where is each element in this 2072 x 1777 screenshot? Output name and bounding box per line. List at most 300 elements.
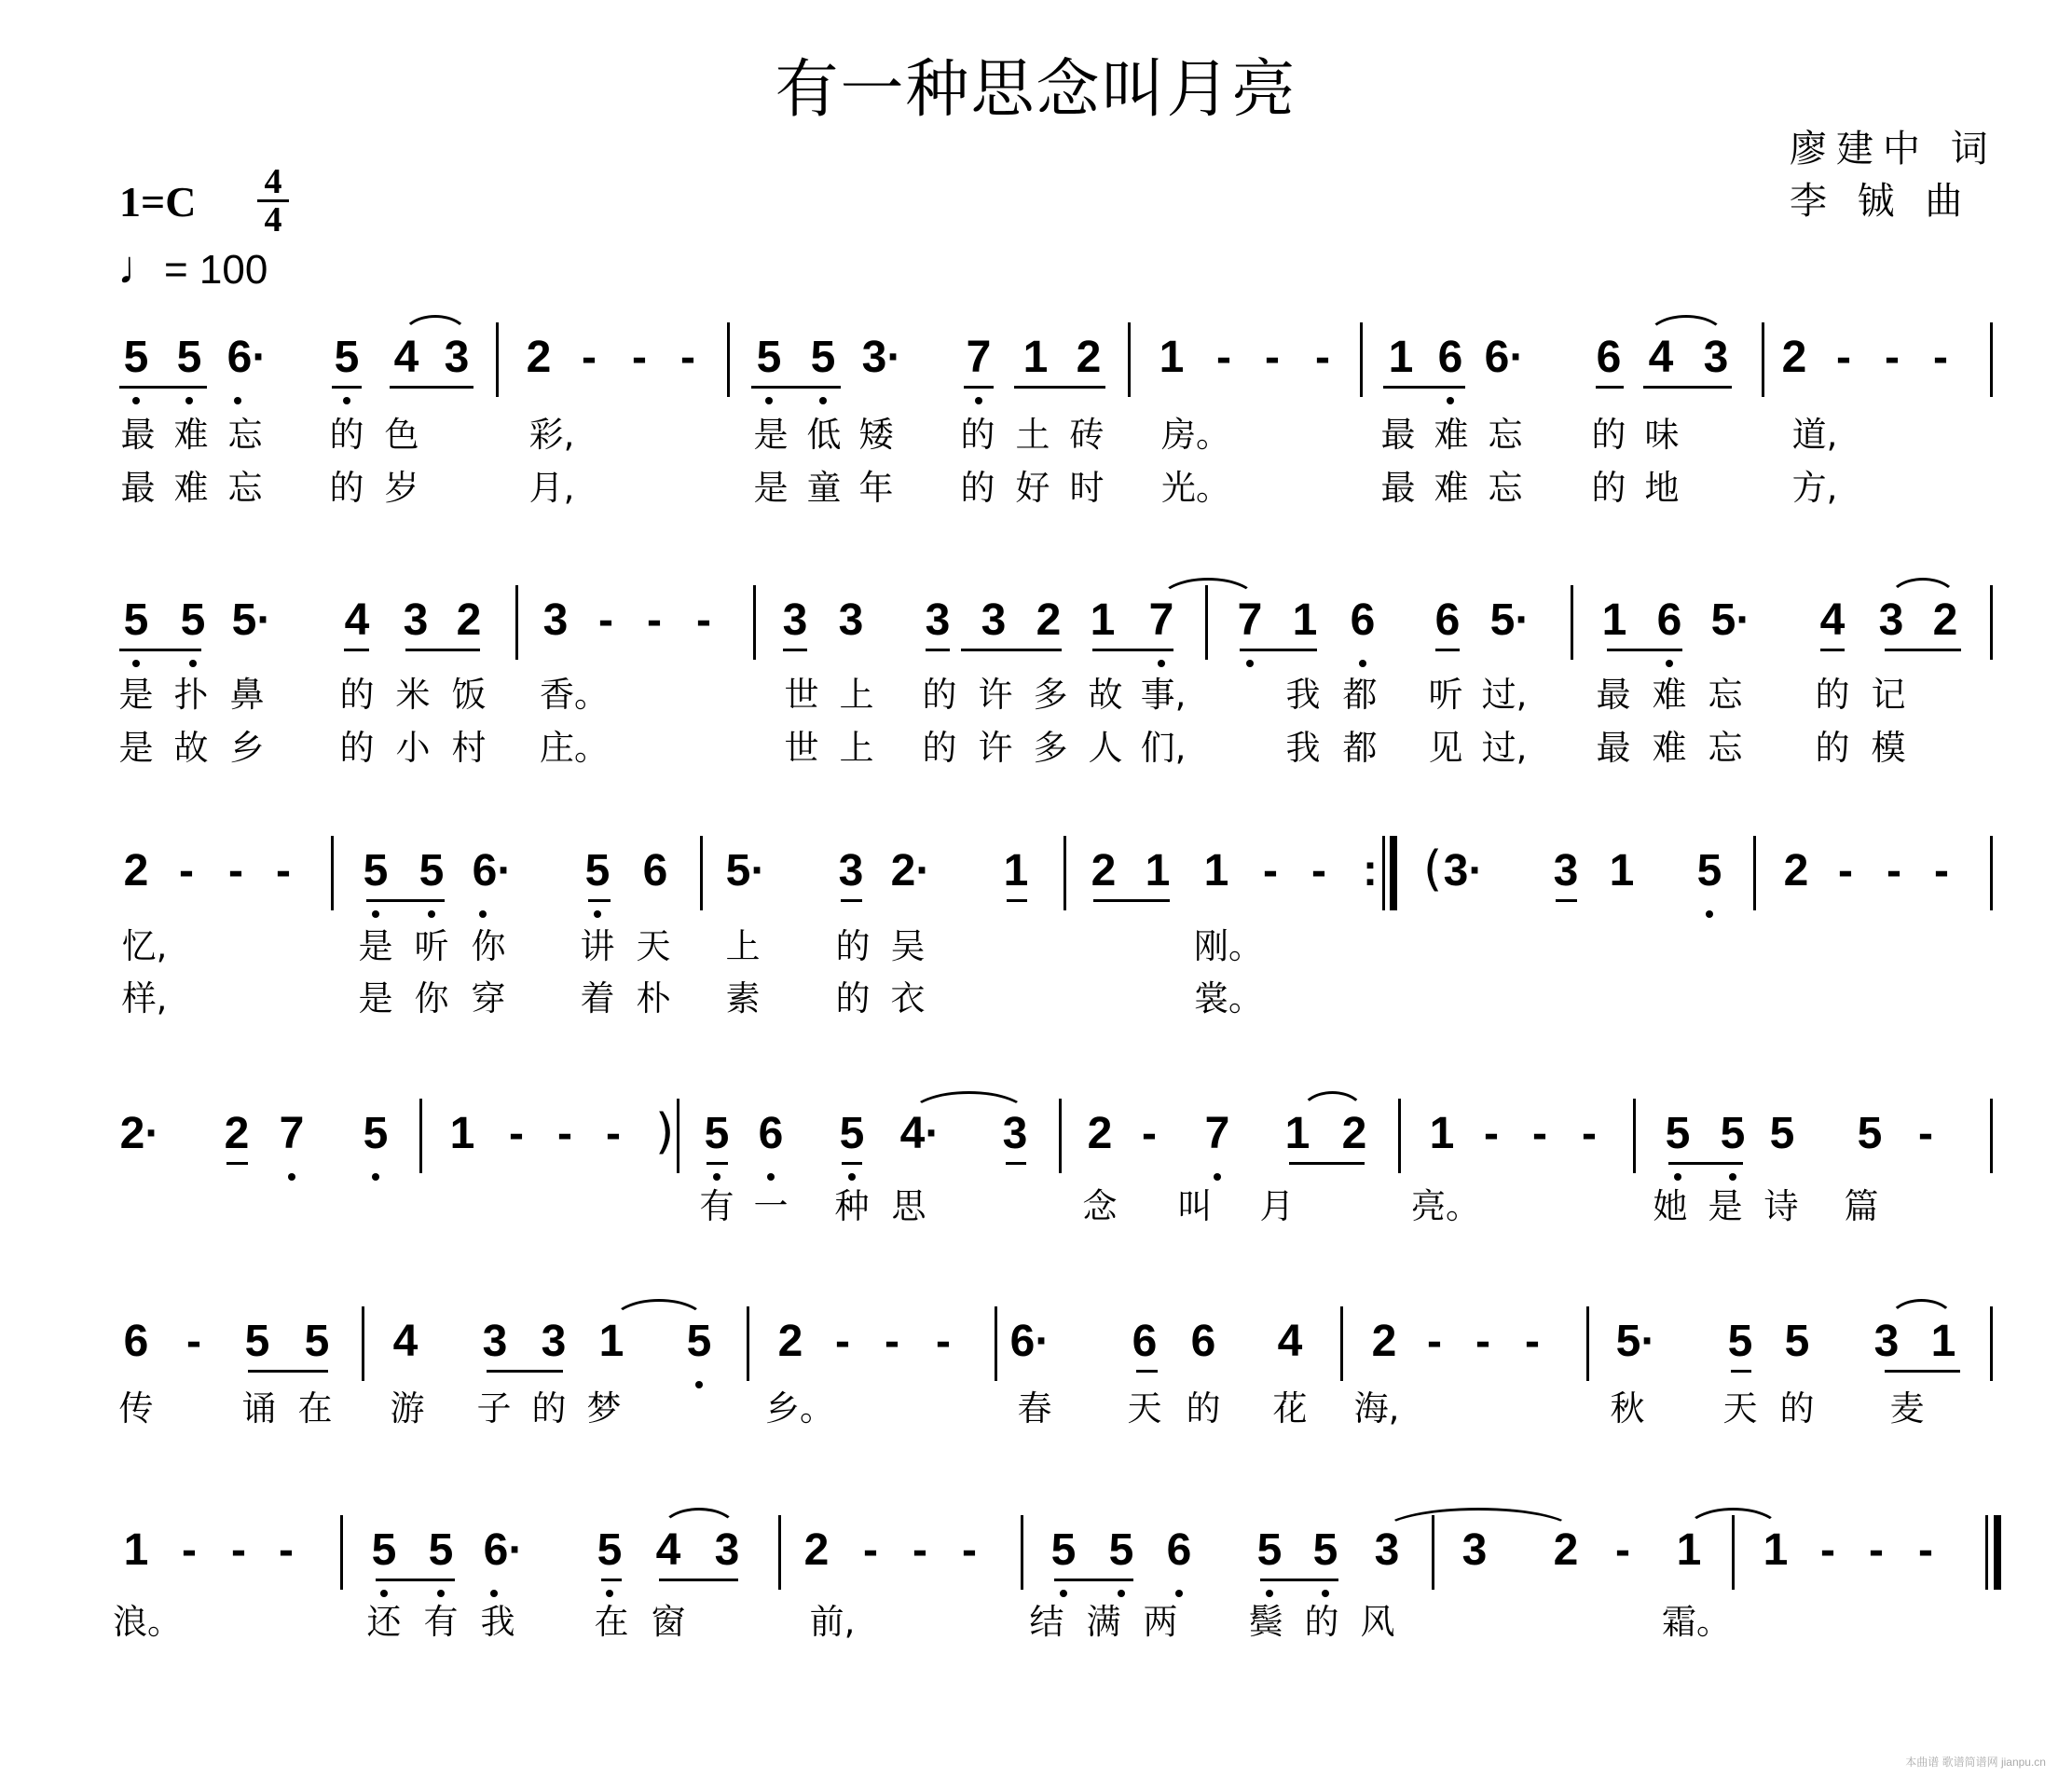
sustain-dash: - xyxy=(1820,1525,1835,1575)
note: 3 xyxy=(838,595,864,645)
lyric-verse-1: 思 xyxy=(891,1186,926,1226)
low-octave-dot xyxy=(189,660,197,667)
note: 2 xyxy=(456,595,482,645)
lyric-verse-2: 衣 xyxy=(890,978,926,1018)
lyric-verse-1: 天 xyxy=(636,926,671,966)
lyric-verse-1: 扑 xyxy=(173,675,209,715)
low-octave-dot xyxy=(380,1590,388,1597)
note: 3 xyxy=(1703,333,1729,382)
note: 5 xyxy=(1784,1317,1810,1366)
lyric-verse-1: 忘 xyxy=(1708,675,1743,715)
lyric-verse-1: 土 xyxy=(1015,415,1050,455)
sustain-dash: - xyxy=(696,595,711,645)
note: 3· xyxy=(861,333,902,382)
lyric-verse-1: 的 xyxy=(1779,1388,1815,1428)
low-octave-dot xyxy=(1266,1590,1273,1597)
eighth-beam xyxy=(601,1579,622,1581)
lyric-verse-1: 故 xyxy=(1088,675,1123,715)
low-octave-dot xyxy=(767,1173,775,1181)
lyric-verse-1: 的 xyxy=(1815,675,1850,715)
barline xyxy=(1021,1515,1023,1590)
sustain-dash: - xyxy=(647,595,662,645)
lyric-verse-2: 忘 xyxy=(227,468,263,508)
note: 5 xyxy=(1312,1525,1338,1575)
eighth-beam xyxy=(1820,649,1845,651)
sustain-dash: - xyxy=(1933,333,1948,382)
low-octave-dot xyxy=(479,910,487,918)
lyric-verse-1: 过, xyxy=(1481,675,1528,715)
note: 3 xyxy=(1878,595,1904,645)
barline xyxy=(1990,322,1993,397)
slur-tie xyxy=(660,1508,738,1531)
barline xyxy=(1586,1306,1589,1381)
lyric-verse-1: 亮。 xyxy=(1411,1186,1480,1226)
note: 1 xyxy=(1601,595,1627,645)
lyric-verse-2: 是 xyxy=(358,978,393,1018)
eighth-beam xyxy=(783,649,807,651)
eighth-beam xyxy=(842,1162,862,1165)
lyric-verse-1: 两 xyxy=(1143,1602,1178,1642)
lyric-verse-1: 难 xyxy=(1434,415,1469,455)
lyric-verse-1: 鬓 xyxy=(1248,1602,1283,1642)
low-octave-dot xyxy=(765,397,773,404)
sustain-dash: - xyxy=(279,1525,294,1575)
note: 1 xyxy=(1003,846,1029,895)
low-octave-dot xyxy=(1175,1590,1183,1597)
lyric-verse-2: 时 xyxy=(1069,468,1105,508)
sustain-dash: - xyxy=(1484,1109,1499,1158)
note: 6 xyxy=(1656,595,1682,645)
lyric-verse-1: 最 xyxy=(1596,675,1631,715)
barline xyxy=(1990,1306,1993,1381)
barline xyxy=(496,322,499,397)
lyric-verse-1: 世 xyxy=(784,675,819,715)
note: 6 xyxy=(1596,333,1622,382)
note: 1 xyxy=(1090,595,1116,645)
lyric-verse-1: 她 xyxy=(1653,1186,1688,1226)
sustain-dash: - xyxy=(1311,846,1326,895)
low-octave-dot xyxy=(1729,1173,1736,1181)
note: 5 xyxy=(334,333,360,382)
lyric-verse-2: 的 xyxy=(1815,728,1850,768)
lyric-verse-2: 小 xyxy=(395,728,431,768)
lyric-verse-2: 多 xyxy=(1033,728,1068,768)
note: : xyxy=(1363,846,1378,895)
note: 6· xyxy=(1484,333,1525,382)
note: 2· xyxy=(119,1109,160,1158)
slur-tie xyxy=(611,1299,707,1322)
lyric-verse-1: 是 xyxy=(753,415,789,455)
lyric-verse-2: 的 xyxy=(329,468,364,508)
lyric-verse-2: 光。 xyxy=(1161,468,1230,508)
lyric-verse-1: 窗 xyxy=(651,1602,686,1642)
sustain-dash: - xyxy=(680,333,695,382)
lyric-verse-2: 上 xyxy=(839,728,874,768)
slur-tie xyxy=(1299,1091,1365,1114)
barline xyxy=(419,1099,422,1173)
slur-tie xyxy=(1887,578,1958,601)
eighth-beam xyxy=(659,1579,738,1581)
lyric-verse-1: 记 xyxy=(1871,675,1906,715)
sustain-dash: - xyxy=(1885,333,1900,382)
sustain-dash: - xyxy=(913,1525,927,1575)
low-octave-dot xyxy=(288,1173,295,1181)
barline xyxy=(1990,1099,1993,1173)
barline xyxy=(1990,836,1993,910)
repeat-end-thick xyxy=(1390,836,1397,910)
slur-tie xyxy=(910,1091,1028,1114)
barline xyxy=(1340,1306,1343,1381)
lyric-verse-1: 天 xyxy=(1722,1388,1758,1428)
watermark: 本曲谱 歌谱简谱网 jianpu.cn xyxy=(1905,1756,2046,1769)
note: 5 xyxy=(123,595,149,645)
sustain-dash: - xyxy=(228,846,243,895)
note: 5 xyxy=(363,846,389,895)
low-octave-dot xyxy=(437,1590,445,1597)
lyric-verse-1: 讲 xyxy=(580,926,615,966)
sustain-dash: - xyxy=(276,846,291,895)
sustain-dash: - xyxy=(1582,1109,1597,1158)
lyric-verse-1: 最 xyxy=(1380,415,1416,455)
sustain-dash: - xyxy=(182,1525,197,1575)
note: 2 xyxy=(1781,333,1807,382)
lyric-verse-1: 念 xyxy=(1082,1186,1118,1226)
lyric-verse-1: 的 xyxy=(1186,1388,1221,1428)
note: 2 xyxy=(1076,333,1102,382)
note: 2 xyxy=(123,846,149,895)
lyric-verse-1: 的 xyxy=(922,675,957,715)
low-octave-dot xyxy=(606,1590,613,1597)
lyric-verse-1: 道, xyxy=(1791,415,1838,455)
note: 6 xyxy=(123,1317,149,1366)
note: 4 xyxy=(393,333,419,382)
sustain-dash: - xyxy=(1475,1317,1490,1366)
lyric-verse-1: 难 xyxy=(173,415,209,455)
eighth-beam xyxy=(1136,1370,1158,1373)
sustain-dash: - xyxy=(1265,333,1280,382)
lyric-verse-1: 游 xyxy=(390,1388,425,1428)
lyric-verse-1: 有 xyxy=(699,1186,734,1226)
lyric-verse-1: 麦 xyxy=(1889,1388,1925,1428)
tempo-marking xyxy=(117,240,268,294)
note: 4 xyxy=(344,595,370,645)
low-octave-dot xyxy=(1246,660,1254,667)
note: 1 xyxy=(1676,1525,1702,1575)
note: 5 xyxy=(686,1317,712,1366)
barline xyxy=(1990,585,1993,660)
lyric-verse-2: 样, xyxy=(121,978,168,1018)
note: 6· xyxy=(483,1525,524,1575)
lyric-verse-2: 穿 xyxy=(471,978,506,1018)
eighth-beam xyxy=(1643,386,1732,389)
lyric-verse-1: 海, xyxy=(1353,1388,1400,1428)
eighth-beam xyxy=(1731,1370,1751,1373)
lyric-verse-1: 种 xyxy=(834,1186,870,1226)
time-signature-top: 4 xyxy=(264,162,282,201)
low-octave-dot xyxy=(975,397,982,404)
note: 3 xyxy=(1002,1109,1028,1158)
note: 3 xyxy=(1873,1317,1900,1366)
lyric-verse-2: 最 xyxy=(1596,728,1631,768)
lyric-verse-1: 一 xyxy=(753,1186,789,1226)
eighth-beam xyxy=(332,386,362,389)
note: 2 xyxy=(1091,846,1117,895)
note: 5 xyxy=(419,846,445,895)
low-octave-dot xyxy=(1158,660,1165,667)
lyric-verse-2: 方, xyxy=(1791,468,1838,508)
note: 7 xyxy=(966,333,992,382)
lyric-verse-1: 春 xyxy=(1017,1388,1052,1428)
eighth-beam xyxy=(248,1370,328,1373)
note: 6· xyxy=(226,333,268,382)
low-octave-dot xyxy=(1359,660,1366,667)
lyric-verse-1: 是 xyxy=(118,675,154,715)
barline xyxy=(677,1099,679,1173)
slur-tie xyxy=(1382,1508,1574,1531)
lyric-verse-1: 米 xyxy=(395,675,431,715)
lyric-verse-1: 你 xyxy=(471,926,506,966)
eighth-beam xyxy=(405,649,480,651)
barline xyxy=(700,836,703,910)
lyric-verse-1: 我 xyxy=(480,1602,515,1642)
note: 1 xyxy=(1763,1525,1789,1575)
note: 4 xyxy=(655,1525,681,1575)
lyric-verse-2: 的 xyxy=(1591,468,1626,508)
barline xyxy=(727,322,730,397)
lyric-verse-2: 过, xyxy=(1481,728,1528,768)
time-signature xyxy=(257,162,289,239)
sustain-dash: - xyxy=(606,1109,621,1158)
note: 3· xyxy=(1443,846,1484,895)
lyric-verse-1: 忘 xyxy=(227,415,263,455)
lyric-verse-1: 篇 xyxy=(1844,1186,1879,1226)
lyric-verse-1: 的 xyxy=(960,415,995,455)
note: 3 xyxy=(1374,1525,1400,1575)
note: 6 xyxy=(1437,333,1463,382)
sustain-dash: - xyxy=(1532,1109,1547,1158)
lyric-verse-1: 浪。 xyxy=(113,1602,182,1642)
note: 5 xyxy=(1665,1109,1691,1158)
sustain-dash: - xyxy=(962,1525,977,1575)
lyric-verse-1: 忘 xyxy=(1488,415,1523,455)
lyric-verse-2: 庄。 xyxy=(540,728,609,768)
eighth-beam xyxy=(588,899,611,902)
low-octave-dot xyxy=(490,1590,498,1597)
note: 4 xyxy=(1819,595,1846,645)
lyric-verse-2: 难 xyxy=(1652,728,1687,768)
note: 1 xyxy=(1292,595,1318,645)
note: 5 xyxy=(363,1109,389,1158)
low-octave-dot xyxy=(819,397,827,404)
note: 5 xyxy=(123,333,149,382)
lyric-verse-2: 模 xyxy=(1871,728,1906,768)
lyric-verse-1: 吴 xyxy=(890,926,926,966)
note: 1 xyxy=(1159,333,1185,382)
lyric-verse-2: 你 xyxy=(414,978,449,1018)
barline xyxy=(1633,1099,1636,1173)
note: 3 xyxy=(714,1525,740,1575)
lyric-verse-2: 故 xyxy=(173,728,209,768)
note: 6· xyxy=(1009,1317,1050,1366)
note: 7 xyxy=(1148,595,1174,645)
low-octave-dot xyxy=(594,910,601,918)
eighth-beam xyxy=(119,649,201,651)
eighth-beam xyxy=(1435,649,1460,651)
note: 6 xyxy=(1434,595,1461,645)
note: 3 xyxy=(838,846,864,895)
note: 3 xyxy=(403,595,429,645)
barline xyxy=(340,1515,343,1590)
note: 5· xyxy=(1615,1317,1656,1366)
lyric-verse-2: 朴 xyxy=(636,978,671,1018)
sustain-dash: - xyxy=(1315,333,1330,382)
lyric-verse-1: 色 xyxy=(384,415,419,455)
note: 5 xyxy=(756,333,782,382)
slur-tie xyxy=(1159,578,1257,601)
lyric-verse-1: 事, xyxy=(1140,675,1187,715)
lyric-verse-1: 结 xyxy=(1029,1602,1064,1642)
slur-tie xyxy=(1685,1508,1781,1531)
note: 1 xyxy=(449,1109,475,1158)
note: 5 xyxy=(428,1525,454,1575)
lyric-verse-2: 难 xyxy=(1434,468,1469,508)
lyric-verse-1: 最 xyxy=(120,415,156,455)
lyric-verse-2: 裳。 xyxy=(1194,978,1263,1018)
eighth-beam xyxy=(1885,1370,1960,1373)
note: 5 xyxy=(1108,1525,1134,1575)
sustain-dash: - xyxy=(231,1525,246,1575)
note: 3 xyxy=(981,595,1007,645)
lyric-verse-1: 花 xyxy=(1272,1388,1308,1428)
eighth-beam xyxy=(1092,649,1173,651)
note: 2 xyxy=(1783,846,1809,895)
lyric-verse-1: 的 xyxy=(329,415,364,455)
lyric-verse-2: 我 xyxy=(1285,728,1321,768)
lyric-verse-1: 有 xyxy=(423,1602,459,1642)
barline xyxy=(753,585,756,660)
note: 2 xyxy=(1036,595,1062,645)
lyric-verse-1: 子 xyxy=(476,1388,512,1428)
sustain-dash: - xyxy=(1887,846,1901,895)
note: 5 xyxy=(1769,1109,1795,1158)
lyric-verse-1: 还 xyxy=(366,1602,402,1642)
eighth-beam xyxy=(119,386,207,389)
lyric-verse-1: 叫 xyxy=(1177,1186,1213,1226)
lyric-verse-2: 世 xyxy=(784,728,819,768)
sustain-dash: - xyxy=(1934,846,1949,895)
note: 1 xyxy=(1388,333,1414,382)
barline xyxy=(362,1306,364,1381)
note: 1 xyxy=(1429,1109,1455,1158)
repeat-end-thin xyxy=(1382,836,1385,910)
lyric-verse-1: 梦 xyxy=(586,1388,622,1428)
eighth-beam xyxy=(1054,1579,1133,1581)
note: 5 xyxy=(1857,1109,1883,1158)
sustain-dash: - xyxy=(186,1317,201,1366)
lyric-verse-1: 诗 xyxy=(1763,1186,1799,1226)
note: 3 xyxy=(541,1317,567,1366)
low-octave-dot xyxy=(1706,910,1713,918)
note: 4 xyxy=(1648,333,1674,382)
note: 6 xyxy=(1190,1317,1216,1366)
lyric-verse-1: 上 xyxy=(839,675,874,715)
quarter-note-icon: ♩ xyxy=(117,241,164,294)
lyric-verse-1: 上 xyxy=(725,926,761,966)
lyric-verse-1: 低 xyxy=(806,415,842,455)
low-octave-dot xyxy=(1214,1173,1221,1181)
final-bar-thick xyxy=(1994,1515,2001,1590)
sustain-dash: - xyxy=(582,333,597,382)
note: 1 xyxy=(1022,333,1049,382)
barline xyxy=(995,1306,997,1381)
barline xyxy=(331,836,334,910)
barline xyxy=(1762,322,1764,397)
eighth-beam xyxy=(1014,386,1105,389)
lyric-verse-1: 砖 xyxy=(1069,415,1105,455)
lyric-verse-1: 天 xyxy=(1127,1388,1162,1428)
eighth-beam xyxy=(390,386,473,389)
note: 3 xyxy=(925,595,951,645)
lyric-verse-2: 忘 xyxy=(1708,728,1743,768)
sustain-dash: - xyxy=(1838,846,1853,895)
lyric-verse-1: 秋 xyxy=(1610,1388,1645,1428)
eighth-beam xyxy=(1596,386,1624,389)
lyric-verse-2: 的 xyxy=(922,728,957,768)
song-title: 有一种思念叫月亮 xyxy=(775,53,1297,127)
note: 1 xyxy=(1609,846,1635,895)
barline xyxy=(1571,585,1573,660)
note: 5 xyxy=(304,1317,330,1366)
note: 5· xyxy=(725,846,766,895)
low-octave-dot xyxy=(132,660,140,667)
note: 5 xyxy=(839,1109,865,1158)
sustain-dash: - xyxy=(598,595,613,645)
lyric-verse-2: 人 xyxy=(1088,728,1123,768)
lyric-verse-1: 味 xyxy=(1644,415,1680,455)
composer-credit: 李 铖 曲 xyxy=(1790,180,1972,223)
barline xyxy=(1753,836,1756,910)
eighth-beam xyxy=(1668,1162,1743,1165)
lyric-verse-2: 童 xyxy=(806,468,842,508)
note: 7 xyxy=(1237,595,1263,645)
barline xyxy=(1360,322,1363,397)
lyric-verse-2: 忘 xyxy=(1488,468,1523,508)
note: 7 xyxy=(1204,1109,1230,1158)
sustain-dash: - xyxy=(557,1109,572,1158)
note: 6· xyxy=(472,846,513,895)
lyric-verse-1: 房。 xyxy=(1161,415,1230,455)
lyric-verse-1: 霜。 xyxy=(1662,1602,1731,1642)
eighth-beam xyxy=(1093,899,1170,902)
note: 5 xyxy=(597,1525,623,1575)
sustain-dash: - xyxy=(632,333,647,382)
sustain-dash: - xyxy=(1525,1317,1540,1366)
note: 4 xyxy=(1277,1317,1303,1366)
lyric-verse-1: 忆, xyxy=(121,926,168,966)
eighth-beam xyxy=(926,649,950,651)
eighth-beam xyxy=(841,899,862,902)
lyric-verse-1: 许 xyxy=(978,675,1013,715)
note: 3 xyxy=(1461,1525,1488,1575)
lyric-verse-2: 最 xyxy=(1380,468,1416,508)
eighth-beam xyxy=(226,1162,248,1165)
note: 6 xyxy=(1350,595,1376,645)
note: 3 xyxy=(782,595,808,645)
note: 1 xyxy=(1203,846,1229,895)
tempo-value: = 100 xyxy=(164,247,268,293)
lyric-verse-1: 是 xyxy=(358,926,393,966)
lyric-verse-1: 乡。 xyxy=(765,1388,834,1428)
